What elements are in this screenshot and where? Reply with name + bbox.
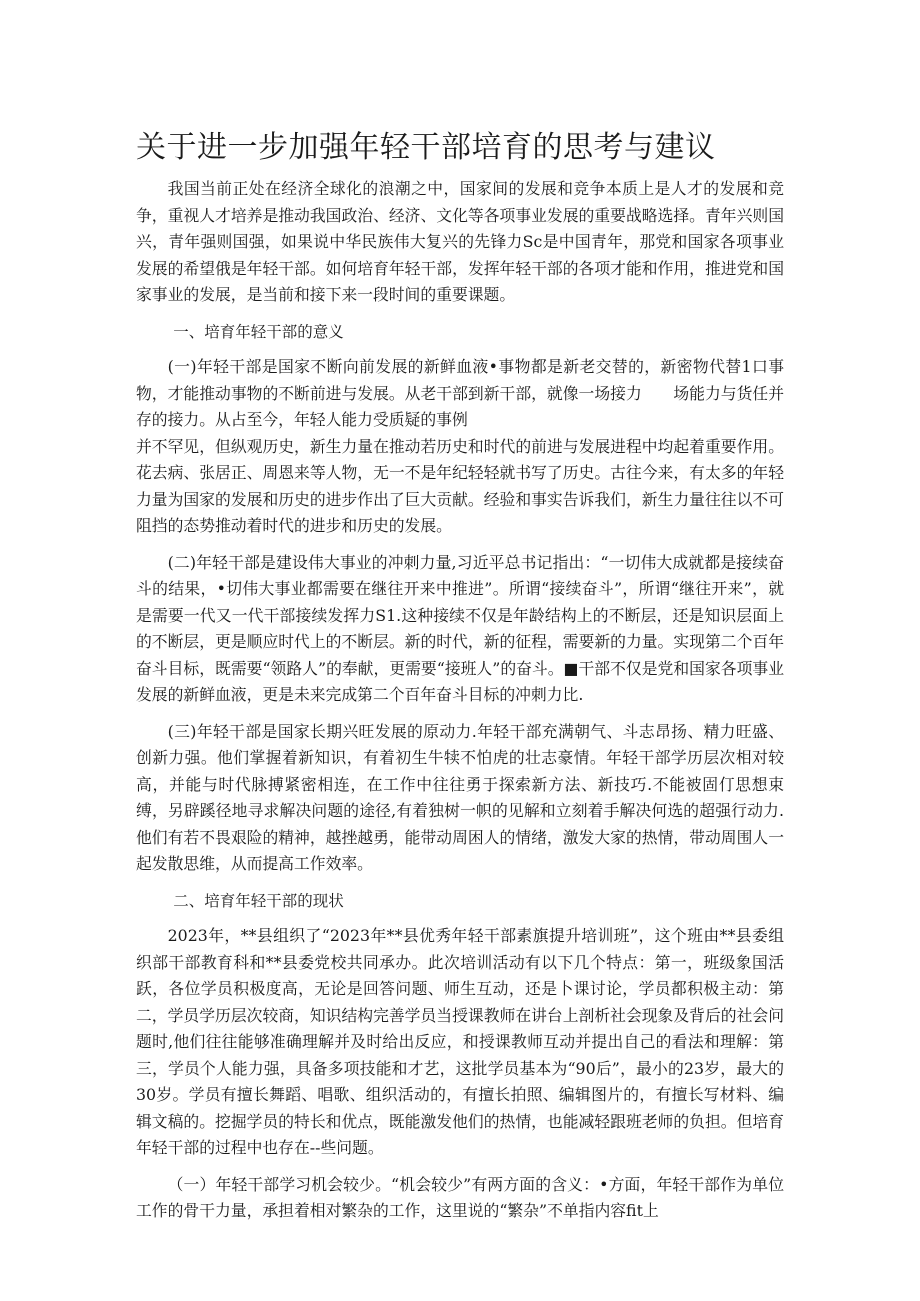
document-title: 关于进一步加强年轻干部培育的思考与建议 <box>136 130 716 165</box>
section-heading-1: 一、培育年轻干部的意义 <box>173 322 344 341</box>
paragraph-1a: (一)年轻干部是国家不断向前发展的新鲜血液•事物都是新老交替的，新密物代替1口事物，才能推动事物的不断前进与发展。从老干部到新干部，就像一场接力 场能力与货任并存的接力。从占至今，年轻人能力受质疑的事例 <box>136 357 784 429</box>
paragraph-2: (二)年轻干部是建设伟大事业的冲刺力量,习近平总书记指出：“一切伟大成就都是接续奋斗的结果，•切伟大事业都需要在继往开来中推进”。所谓“接续奋斗”，所谓“继往开来”，就是需要一代又一代干部接续发挥力S1.这种接续不仅是年龄结构上的不断层，还是知识层面上的不断层，更是顺应时代上的不断层。新的时代，新的征程，需要新的力量。实现第二个百年奋斗目标，既需要“领路人”的奉献，更需要“接班人”的奋斗。■干部不仅是党和国家各项事业发展的新鲜血液，更是未来完成第二个百年奋斗目标的冲刺力比. <box>136 552 784 704</box>
paragraph-3: (三)年轻干部是国家长期兴旺发展的原动力.年轻干部充满朝气、斗志昂扬、精力旺盛、创新力强。他们掌握着新知识，有着初生牛犊不怕虎的壮志豪情。年轻干部学历层次相对较高，并能与时代脉搏紧密相连，在工作中往往勇于探索新方法、新技巧.不能被固仃思想束缚，另辟蹊径地寻求解决问题的途径,有着独树一帜的见解和立刻着手解决何选的超强行动力.他们有若不畏艰险的精神，越挫越勇，能带动周困人的情绪，激发大家的热情，带动周围人一起发散思维，从而提高工作效率。 <box>136 721 784 873</box>
intro-paragraph: 我国当前正处在经济全球化的浪潮之中，国家间的发展和竞争本质上是人才的发展和竞争，重视人才培养是推动我国政治、经济、文化等各项事业发展的重要战略选择。青年兴则国兴，青年强则国强，如果说中华民族伟大复兴的先锋力Sc是中国青年，那党和国家各项事业发展的希望俄是年轻干部。如何培育年轻干部，发挥年轻干部的各项才能和作用，推进党和国家事业的发展，是当前和接下来一段时间的重要课题。 <box>136 179 784 304</box>
paragraph-4: 2023年，**县组织了“2023年**县优秀年轻干部素旗提升培训班”，这个班由**县委组织部干部教育科和**县委党校共同承办。此次培训活动有以下几个特点：第一，班级象国活跃，各位学员积极度高，无论是回答问题、师生互动，还是卜课讨论，学员都积极主动：第二，学员学历层次较商，知识结构完善学员当授课教师在讲台上剖析社会现象及背后的社会问题时,他们往往能够准确理解并及时给出反应，和授课教师互动并提出自己的看法和理解：第三，学员个人能力强，具备多项技能和才艺，这批学员基本为“90后”，最小的23岁，最大的30岁。学员有擅长舞蹈、唱歌、组织活动的，有擅长拍照、编辑图片的，有擅长写材料、编辑文稿的。挖掘学员的特长和优点，既能激发他们的热情，也能减轻跟班老师的负担。但培育年轻干部的过程中也存在--些问题。 <box>136 926 784 1157</box>
document-body <box>136 176 784 1225</box>
paragraph-1b: 并不罕见，但纵观历史，新生力量在推动若历史和时代的前进与发展进程中均起着重要作用。花去病、张居正、周恩来等人物，无一不是年纪轻轻就书写了历史。古往今来，有太多的年轻力量为国家的发展和历史的进步作出了巨大贡献。经验和事实告诉我们，新生力量往往以不可阻挡的态势推动着时代的进步和历史的发展。 <box>136 436 784 535</box>
section-heading-2: 二、培育年轻干部的现状 <box>173 891 344 910</box>
paragraph-5: （一）年轻干部学习机会较少。“机会较少”有两方面的含义：•方面，年轻干部作为单位工作的骨干力量，承担着相对繁杂的工作，这里说的“繁杂”不单指内容fit上 <box>136 1174 784 1220</box>
